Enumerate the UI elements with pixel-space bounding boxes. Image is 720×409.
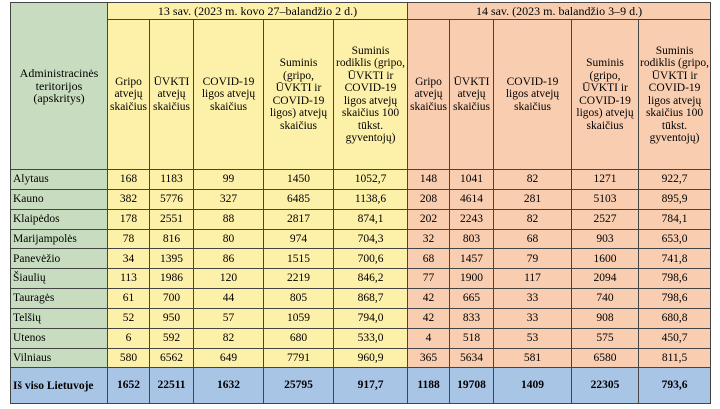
- w2-total-cell: 1271: [572, 170, 639, 190]
- w1-covid-cell: 649: [194, 348, 264, 368]
- table-row: [11, 189, 711, 209]
- region-name: Utenos: [11, 328, 108, 348]
- table-row: [11, 209, 711, 229]
- w2-covid-cell: 53: [494, 328, 572, 348]
- w2-total-cell: 2527: [572, 209, 639, 229]
- w2-rate-cell: 798,6: [639, 289, 711, 309]
- w1-uvkti-cell: 5776: [150, 189, 194, 209]
- w1-flu-cell: 61: [108, 289, 150, 309]
- w2-flu-cell: 42: [408, 289, 450, 309]
- w1-rate-cell: 960,9: [334, 348, 408, 368]
- w2-rate-cell: 450,7: [639, 328, 711, 348]
- w1-rate-cell: 846,2: [334, 269, 408, 289]
- table-row: [11, 249, 711, 269]
- w2-total-cell: 22305: [572, 368, 639, 404]
- w2-uvkti-header: ŪVKTI atvejų skaičius: [450, 20, 494, 170]
- w1-total-cell: 25795: [264, 368, 334, 404]
- w1-total-cell: 7791: [264, 348, 334, 368]
- w1-uvkti-cell: 1986: [150, 269, 194, 289]
- w1-total-cell: 805: [264, 289, 334, 309]
- w2-flu-cell: 148: [408, 170, 450, 190]
- w1-rate-cell: 1138,6: [334, 189, 408, 209]
- w2-total-cell: 903: [572, 229, 639, 249]
- w1-total-cell: 1450: [264, 170, 334, 190]
- w1-rate-cell: 868,7: [334, 289, 408, 309]
- w2-total-cell: 6580: [572, 348, 639, 368]
- w1-total-cell: 974: [264, 229, 334, 249]
- w2-rate-cell: 680,8: [639, 308, 711, 328]
- w1-flu-cell: 1652: [108, 368, 150, 404]
- w2-total-cell: 1600: [572, 249, 639, 269]
- w2-covid-cell: 33: [494, 289, 572, 309]
- w2-flu-header: Gripo atvejų skaičius: [408, 20, 450, 170]
- w2-flu-cell: 1188: [408, 368, 450, 404]
- w2-flu-cell: 68: [408, 249, 450, 269]
- week-header-row: [11, 3, 711, 20]
- table-row: [11, 229, 711, 249]
- w2-covid-cell: 82: [494, 209, 572, 229]
- region-column-header: Administracinės teritorijos (apskritys): [11, 3, 108, 170]
- w1-uvkti-cell: 950: [150, 308, 194, 328]
- region-name: Marijampolės: [11, 229, 108, 249]
- table-row: [11, 308, 711, 328]
- w1-covid-cell: 1632: [194, 368, 264, 404]
- w2-flu-cell: 208: [408, 189, 450, 209]
- w1-total-cell: 2219: [264, 269, 334, 289]
- w1-rate-cell: 874,1: [334, 209, 408, 229]
- total-row: [11, 368, 711, 404]
- w2-flu-cell: 32: [408, 229, 450, 249]
- w1-rate-header: Suminis rodiklis (gripo, ŪVKTI ir COVID-19 ligos atvejų skaičius 100 tūkst. gyventojų): [334, 20, 408, 170]
- w2-rate-cell: 922,7: [639, 170, 711, 190]
- column-header-row: [11, 20, 711, 170]
- w2-covid-header: COVID-19 ligos atvejų skaičius: [494, 20, 572, 170]
- w2-covid-cell: 68: [494, 229, 572, 249]
- w1-total-cell: 1515: [264, 249, 334, 269]
- w2-flu-cell: 4: [408, 328, 450, 348]
- w1-flu-header: Gripo atvejų skaičius: [108, 20, 150, 170]
- w2-covid-cell: 117: [494, 269, 572, 289]
- w1-flu-cell: 178: [108, 209, 150, 229]
- w1-uvkti-cell: 22511: [150, 368, 194, 404]
- table-body: [11, 170, 711, 404]
- region-name: Klaipėdos: [11, 209, 108, 229]
- w1-covid-cell: 80: [194, 229, 264, 249]
- w2-flu-cell: 77: [408, 269, 450, 289]
- w1-flu-cell: 580: [108, 348, 150, 368]
- w2-rate-cell: 793,6: [639, 368, 711, 404]
- w2-covid-cell: 33: [494, 308, 572, 328]
- region-name: Vilniaus: [11, 348, 108, 368]
- w1-rate-cell: 1052,7: [334, 170, 408, 190]
- w2-covid-cell: 1409: [494, 368, 572, 404]
- w1-flu-cell: 52: [108, 308, 150, 328]
- w2-total-cell: 5103: [572, 189, 639, 209]
- region-name: Panevėžio: [11, 249, 108, 269]
- w2-uvkti-cell: 2243: [450, 209, 494, 229]
- w1-flu-cell: 34: [108, 249, 150, 269]
- w2-flu-cell: 42: [408, 308, 450, 328]
- w2-uvkti-cell: 833: [450, 308, 494, 328]
- w2-uvkti-cell: 1041: [450, 170, 494, 190]
- week2-header: 14 sav. (2023 m. balandžio 3–9 d.): [408, 3, 711, 20]
- w2-covid-cell: 82: [494, 170, 572, 190]
- w1-uvkti-cell: 816: [150, 229, 194, 249]
- w2-uvkti-cell: 665: [450, 289, 494, 309]
- w2-rate-cell: 895,9: [639, 189, 711, 209]
- w1-covid-header: COVID-19 ligos atvejų skaičius: [194, 20, 264, 170]
- w1-covid-cell: 57: [194, 308, 264, 328]
- w1-total-cell: 1059: [264, 308, 334, 328]
- week1-header: 13 sav. (2023 m. kovo 27–balandžio 2 d.): [108, 3, 408, 20]
- w1-uvkti-cell: 2551: [150, 209, 194, 229]
- w1-total-cell: 6485: [264, 189, 334, 209]
- w2-rate-cell: 741,8: [639, 249, 711, 269]
- w1-covid-cell: 86: [194, 249, 264, 269]
- w1-rate-cell: 704,3: [334, 229, 408, 249]
- w1-total-header: Suminis (gripo, ŪVKTI ir COVID-19 ligos) atvejų skaičius: [264, 20, 334, 170]
- region-name: Kauno: [11, 189, 108, 209]
- w1-flu-cell: 382: [108, 189, 150, 209]
- w1-uvkti-cell: 592: [150, 328, 194, 348]
- w1-covid-cell: 99: [194, 170, 264, 190]
- w1-covid-cell: 120: [194, 269, 264, 289]
- w1-uvkti-cell: 1395: [150, 249, 194, 269]
- w1-covid-cell: 327: [194, 189, 264, 209]
- w1-total-cell: 680: [264, 328, 334, 348]
- w2-uvkti-cell: 5634: [450, 348, 494, 368]
- region-name: Telšių: [11, 308, 108, 328]
- w1-covid-cell: 44: [194, 289, 264, 309]
- w1-flu-cell: 78: [108, 229, 150, 249]
- w1-uvkti-header: ŪVKTI atvejų skaičius: [150, 20, 194, 170]
- w2-uvkti-cell: 518: [450, 328, 494, 348]
- w2-rate-cell: 784,1: [639, 209, 711, 229]
- w2-total-header: Suminis (gripo, ŪVKTI ir COVID-19 ligos) atvejų skaičius: [572, 20, 639, 170]
- w2-covid-cell: 79: [494, 249, 572, 269]
- region-name: Tauragės: [11, 289, 108, 309]
- w2-uvkti-cell: 1900: [450, 269, 494, 289]
- w1-uvkti-cell: 1183: [150, 170, 194, 190]
- w2-total-cell: 575: [572, 328, 639, 348]
- w1-rate-cell: 917,7: [334, 368, 408, 404]
- w1-flu-cell: 113: [108, 269, 150, 289]
- w1-rate-cell: 794,0: [334, 308, 408, 328]
- region-name: Šiaulių: [11, 269, 108, 289]
- w2-flu-cell: 202: [408, 209, 450, 229]
- w1-covid-cell: 82: [194, 328, 264, 348]
- table-row: [11, 289, 711, 309]
- w1-rate-cell: 533,0: [334, 328, 408, 348]
- w2-rate-header: Suminis rodiklis (gripo, ŪVKTI ir COVID-19 ligos atvejų skaičius 100 tūkst. gyventojų): [639, 20, 711, 170]
- w1-total-cell: 2817: [264, 209, 334, 229]
- table-row: [11, 328, 711, 348]
- w1-uvkti-cell: 700: [150, 289, 194, 309]
- w1-rate-cell: 700,6: [334, 249, 408, 269]
- w2-total-cell: 2094: [572, 269, 639, 289]
- w2-uvkti-cell: 1457: [450, 249, 494, 269]
- table-row: [11, 269, 711, 289]
- w2-rate-cell: 811,5: [639, 348, 711, 368]
- w2-covid-cell: 581: [494, 348, 572, 368]
- w2-uvkti-cell: 803: [450, 229, 494, 249]
- table-row: [11, 348, 711, 368]
- w1-flu-cell: 168: [108, 170, 150, 190]
- w2-rate-cell: 798,6: [639, 269, 711, 289]
- w2-uvkti-cell: 4614: [450, 189, 494, 209]
- influenza-statistics-table: [10, 2, 711, 404]
- w2-uvkti-cell: 19708: [450, 368, 494, 404]
- w2-rate-cell: 653,0: [639, 229, 711, 249]
- w1-uvkti-cell: 6562: [150, 348, 194, 368]
- region-name: Alytaus: [11, 170, 108, 190]
- w2-total-cell: 908: [572, 308, 639, 328]
- total-label: Iš viso Lietuvoje: [11, 368, 108, 404]
- w1-covid-cell: 88: [194, 209, 264, 229]
- table-row: [11, 170, 711, 190]
- w2-covid-cell: 281: [494, 189, 572, 209]
- w1-flu-cell: 6: [108, 328, 150, 348]
- w2-flu-cell: 365: [408, 348, 450, 368]
- w2-total-cell: 740: [572, 289, 639, 309]
